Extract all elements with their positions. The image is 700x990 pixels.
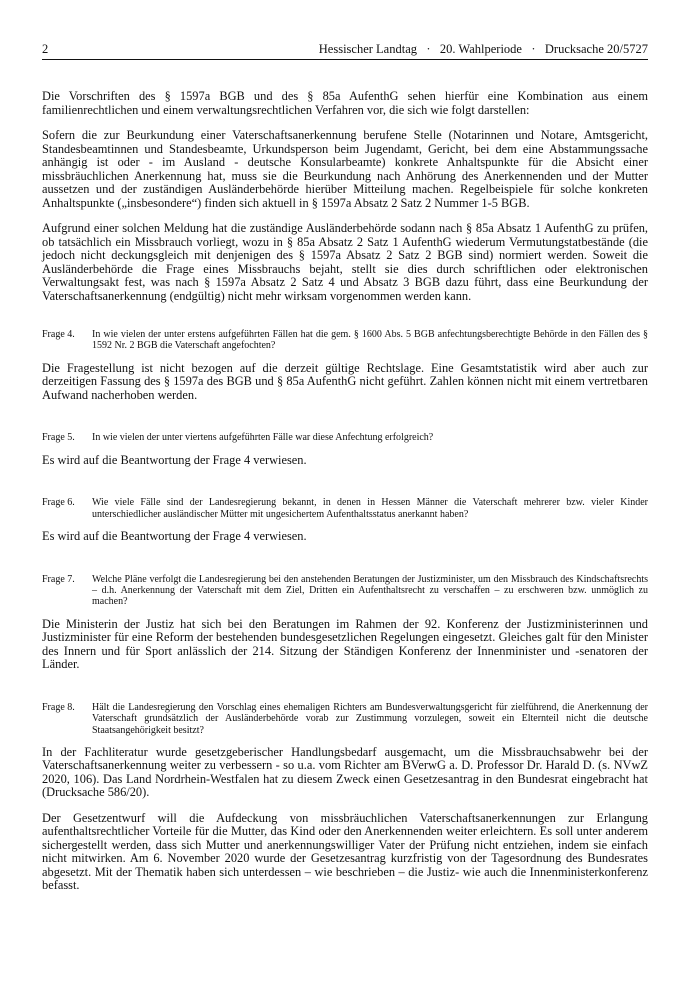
paragraph: Aufgrund einer solchen Meldung hat die zuständige Ausländerbehörde sodann nach § 85a Absatz 1 AufenthG zu prüfen, ob tatsächlich ein Missbrauch vorliegt, wozu in § 85a Absatz 2 Satz 1 AufenthG wiederum Vermutungstatbestände (die jedoch nicht deckungsgleich mit denjenigen des § 1597a Absatz 2 Satz 2 BGB sind) normiert werden. Soweit die Ausländerbehörde die Frage eines Missbrauchs bejaht, stellt sie dies durch schriftlichen oder elektronischen Verwaltungsakt fest, was nach § 1597a Absatz 2 Satz 4 und Absatz 3 BGB dazu führt, dass eine Beurkundung der Vaterschaftsanerkennung (endgültig) nicht mehr wirksam vorgenommen werden kann. xyxy=(42,221,648,303)
question-text: Wie viele Fälle sind der Landesregierung bekannt, in denen in Hessen Männer die Vaterschaft mehrerer bzw. vieler Kinder unterschiedlicher ausländischer Mütter mit ungesichertem Aufenthaltsstatus anerkannt haben? xyxy=(92,497,648,520)
question-4 xyxy=(42,329,648,352)
question-5 xyxy=(42,432,648,443)
paragraph: Die Vorschriften des § 1597a BGB und des § 85a AufenthG sehen hierfür eine Kombination aus einem familienrechtlichen und einem verwaltungsrechtlichen Verfahren vor, die sich wie folgt darstellen: xyxy=(42,89,648,117)
question-label: Frage 7. xyxy=(42,573,75,585)
page-header xyxy=(42,42,648,60)
document-body xyxy=(42,90,648,905)
question-8 xyxy=(42,702,648,736)
answer-6: Es wird auf die Beantwortung der Frage 4 verwiesen. xyxy=(42,529,307,544)
question-label: Frage 4. xyxy=(42,329,75,340)
question-text: In wie vielen der unter viertens aufgeführten Fälle war diese Anfechtung erfolgreich? xyxy=(92,432,434,444)
page-number: 2 xyxy=(42,42,49,56)
running-title: Hessischer Landtag · 20. Wahlperiode · Drucksache 20/5727 xyxy=(318,42,648,56)
answer-8-continued: Der Gesetzentwurf will die Aufdeckung von missbräuchlichen Vaterschaftsanerkennungen zur Erlangung aufenthaltsrechtlicher Vorteile für die Mutter, das Kind oder den Anerkennenden weiter erleichtern. Es soll unter anderem sichergestellt werden, dass sich Mutter und anerkennungswilliger Vater der Prüfung nicht entziehen, indem sie einfach nicht mitwirken. Am 6. November 2020 wurde der Gesetzesantrag kurzfristig von der Tagesordnung des Bundesrates abgesetzt. Mit der Thematik haben sich unterdessen – wie beschrieben – die Justiz- wie auch die Innenministerkonferenz befasst. xyxy=(42,810,648,893)
answer-8: In der Fachliteratur wurde gesetzgeberischer Handlungsbedarf ausgemacht, um die Missbrauchsabwehr bei der Vaterschaftsanerkennung weiter zu verbessern - so u.a. vom Richter am BVerwG a. D. Professor Dr. Harald D. (s. NVwZ 2020, 106). Das Land Nordrhein-Westfalen hat zu diesem Zweck einen Gesetzesantrag in den Bundesrat eingebracht hat (Drucksache 586/20). xyxy=(42,744,648,800)
paragraph: Sofern die zur Beurkundung einer Vaterschaftsanerkennung berufene Stelle (Notarinnen und Notare, Amtsgericht, Standesbeamtinnen und Standesbeamte, Urkundsperson beim Jugendamt, Gericht, bei dem eine Abstammungssache anhängig ist oder - im Ausland - deutsche Konsularbeamte) konkrete Anhaltspunkte für die Absicht einer missbräuchlichen Anerkennung hat, muss sie die Beurkundung nach Anhörung des Anerkennenden und der Mutter aussetzen und der zuständigen Ausländerbehörde hierüber Mitteilung machen. Regelbeispiele für solche konkreten Anhaltspunkte („insbesondere“) finden sich aktuell in § 1597a Absatz 2 Satz 2 Nummer 1-5 BGB. xyxy=(42,128,648,210)
question-6 xyxy=(42,497,648,520)
question-label: Frage 6. xyxy=(42,497,75,509)
question-text: Welche Pläne verfolgt die Landesregierung bei den anstehenden Beratungen der Justizminister, um den Missbrauch des Kindschaftsrechts – d.h. Anerkennung der Vaterschaft mit dem Ziel, Dritten ein Aufenthaltsrecht zu verschaffen – zu erschweren bzw. unmöglich zu machen? xyxy=(92,573,648,608)
answer-5: Es wird auf die Beantwortung der Frage 4 verwiesen. xyxy=(42,452,307,467)
question-label: Frage 8. xyxy=(42,701,75,713)
question-label: Frage 5. xyxy=(42,432,75,444)
question-text: Hält die Landesregierung den Vorschlag eines ehemaligen Richters am Bundesverwaltungsgericht für zielführend, die Anerkennung der Vaterschaft grundsätzlich der Ausländerbehörde vorab zur Zustimmung vorzulegen, soweit ein Elternteil nicht die deutsche Staatsangehörigkeit besitzt? xyxy=(92,701,648,736)
answer-7: Die Ministerin der Justiz hat sich bei den Beratungen im Rahmen der 92. Konferenz der Justizministerinnen und Justizminister für eine Reform der bestehenden bundesgesetzlichen Regelungen eingesetzt. Gleiches galt für den Minister des Innern und für Sport anlässlich der 214. Sitzung der Ständigen Konferenz der Innenminister und -senatoren der Länder. xyxy=(42,616,648,672)
question-text: In wie vielen der unter erstens aufgeführten Fällen hat die gem. § 1600 Abs. 5 BGB anfechtungsberechtigte Behörde in den Fällen des § 1592 Nr. 2 BGB die Vaterschaft angefochten? xyxy=(92,329,648,352)
question-7 xyxy=(42,574,648,608)
answer-4: Die Fragestellung ist nicht bezogen auf die derzeit gültige Rechtslage. Eine Gesamtstatistik wird aber auch zur derzeitigen Fassung des § 1597a des BGB und § 85a AufenthG nicht geführt. Zahlen können nicht mit einem vertretbaren Aufwand nacherhoben werden. xyxy=(42,360,648,402)
